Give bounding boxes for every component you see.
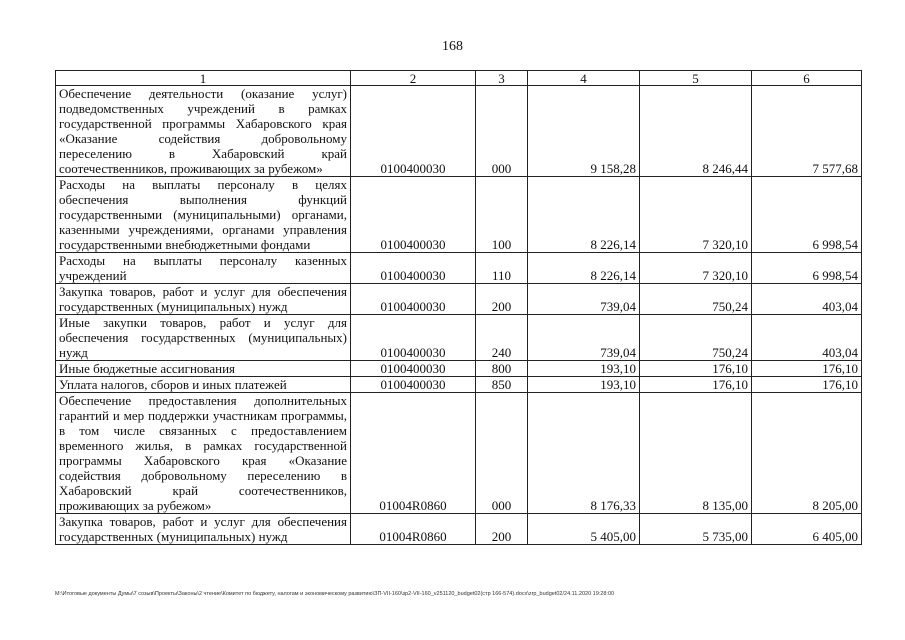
table-row — [56, 284, 862, 315]
row-value-col5: 5 735,00 — [640, 514, 752, 545]
row-name: Обеспечение предоставления дополнительных гарантий и мер поддержки участникам программы, в том числе связанных с предоставлением временного жилья, в рамках государственной программы Хабаровского края «Оказание содействия добровольному переселению в Хабаровский край соотечественников, проживающих за рубежом» — [56, 393, 351, 514]
row-expense-kind: 240 — [476, 315, 528, 361]
row-value-col6: 403,04 — [752, 315, 862, 361]
page-number: 168 — [442, 39, 463, 54]
row-expense-kind: 100 — [476, 177, 528, 253]
row-value-col5: 750,24 — [640, 284, 752, 315]
row-value-col6: 176,10 — [752, 361, 862, 377]
table-row — [56, 253, 862, 284]
table-row — [56, 177, 862, 253]
row-expense-kind: 000 — [476, 393, 528, 514]
row-value-col4: 193,10 — [528, 377, 640, 393]
row-name: Иные закупки товаров, работ и услуг для обеспечения государственных (муниципальных) нужд — [56, 315, 351, 361]
table-header-row — [56, 71, 862, 86]
row-value-col5: 8 135,00 — [640, 393, 752, 514]
column-header: 3 — [476, 71, 528, 86]
row-name: Уплата налогов, сборов и иных платежей — [56, 377, 351, 393]
row-value-col5: 7 320,10 — [640, 177, 752, 253]
row-value-col4: 8 226,14 — [528, 177, 640, 253]
row-value-col4: 8 176,33 — [528, 393, 640, 514]
row-value-col4: 739,04 — [528, 315, 640, 361]
row-target-code: 0100400030 — [351, 315, 476, 361]
row-value-col5: 7 320,10 — [640, 253, 752, 284]
row-target-code: 0100400030 — [351, 284, 476, 315]
row-target-code: 01004R0860 — [351, 514, 476, 545]
row-value-col5: 176,10 — [640, 377, 752, 393]
row-target-code: 0100400030 — [351, 253, 476, 284]
table-row — [56, 86, 862, 177]
table-row — [56, 393, 862, 514]
column-header: 4 — [528, 71, 640, 86]
row-target-code: 0100400030 — [351, 177, 476, 253]
row-value-col6: 6 998,54 — [752, 177, 862, 253]
row-expense-kind: 800 — [476, 361, 528, 377]
row-name: Закупка товаров, работ и услуг для обеспечения государственных (муниципальных) нужд — [56, 284, 351, 315]
row-target-code: 0100400030 — [351, 377, 476, 393]
row-value-col6: 176,10 — [752, 377, 862, 393]
row-name: Расходы на выплаты персоналу в целях обеспечения выполнения функций государственными (муниципальными) органами, казенными учреждениями, органами управления государственными внебюджетными фондами — [56, 177, 351, 253]
row-name: Иные бюджетные ассигнования — [56, 361, 351, 377]
column-header: 1 — [56, 71, 351, 86]
row-expense-kind: 000 — [476, 86, 528, 177]
row-value-col6: 403,04 — [752, 284, 862, 315]
row-value-col6: 7 577,68 — [752, 86, 862, 177]
row-name: Расходы на выплаты персоналу казенных учреждений — [56, 253, 351, 284]
row-target-code: 0100400030 — [351, 361, 476, 377]
row-value-col5: 8 246,44 — [640, 86, 752, 177]
row-value-col6: 6 405,00 — [752, 514, 862, 545]
row-expense-kind: 850 — [476, 377, 528, 393]
row-value-col4: 9 158,28 — [528, 86, 640, 177]
row-name: Закупка товаров, работ и услуг для обеспечения государственных (муниципальных) нужд — [56, 514, 351, 545]
table-row — [56, 377, 862, 393]
row-name: Обеспечение деятельности (оказание услуг) подведомственных учреждений в рамках государственной программы Хабаровского края «Оказание содействия добровольному переселению в Хабаровский край соотечественников, проживающих за рубежом» — [56, 86, 351, 177]
row-value-col5: 750,24 — [640, 315, 752, 361]
row-value-col4: 5 405,00 — [528, 514, 640, 545]
column-header: 2 — [351, 71, 476, 86]
column-header: 6 — [752, 71, 862, 86]
row-value-col4: 8 226,14 — [528, 253, 640, 284]
row-value-col5: 176,10 — [640, 361, 752, 377]
table-row — [56, 361, 862, 377]
budget-table — [55, 70, 862, 545]
row-value-col4: 739,04 — [528, 284, 640, 315]
row-expense-kind: 200 — [476, 514, 528, 545]
row-value-col4: 193,10 — [528, 361, 640, 377]
row-value-col6: 6 998,54 — [752, 253, 862, 284]
column-header: 5 — [640, 71, 752, 86]
row-expense-kind: 200 — [476, 284, 528, 315]
row-target-code: 0100400030 — [351, 86, 476, 177]
document-footer-path: M:\Итоговые документы Думы\7 созыв\Проекты\Законы\2 чтение\Комитет по бюджету, налогам и экономическому развитию\ЗП-VII-160\зр2-VII-160_v251120_budget02(стр 166-574).docx\zrp_budget02/24.11.2020 19:28:00 — [55, 591, 615, 597]
table-row — [56, 315, 862, 361]
row-value-col6: 8 205,00 — [752, 393, 862, 514]
row-target-code: 01004R0860 — [351, 393, 476, 514]
table-row — [56, 514, 862, 545]
row-expense-kind: 110 — [476, 253, 528, 284]
